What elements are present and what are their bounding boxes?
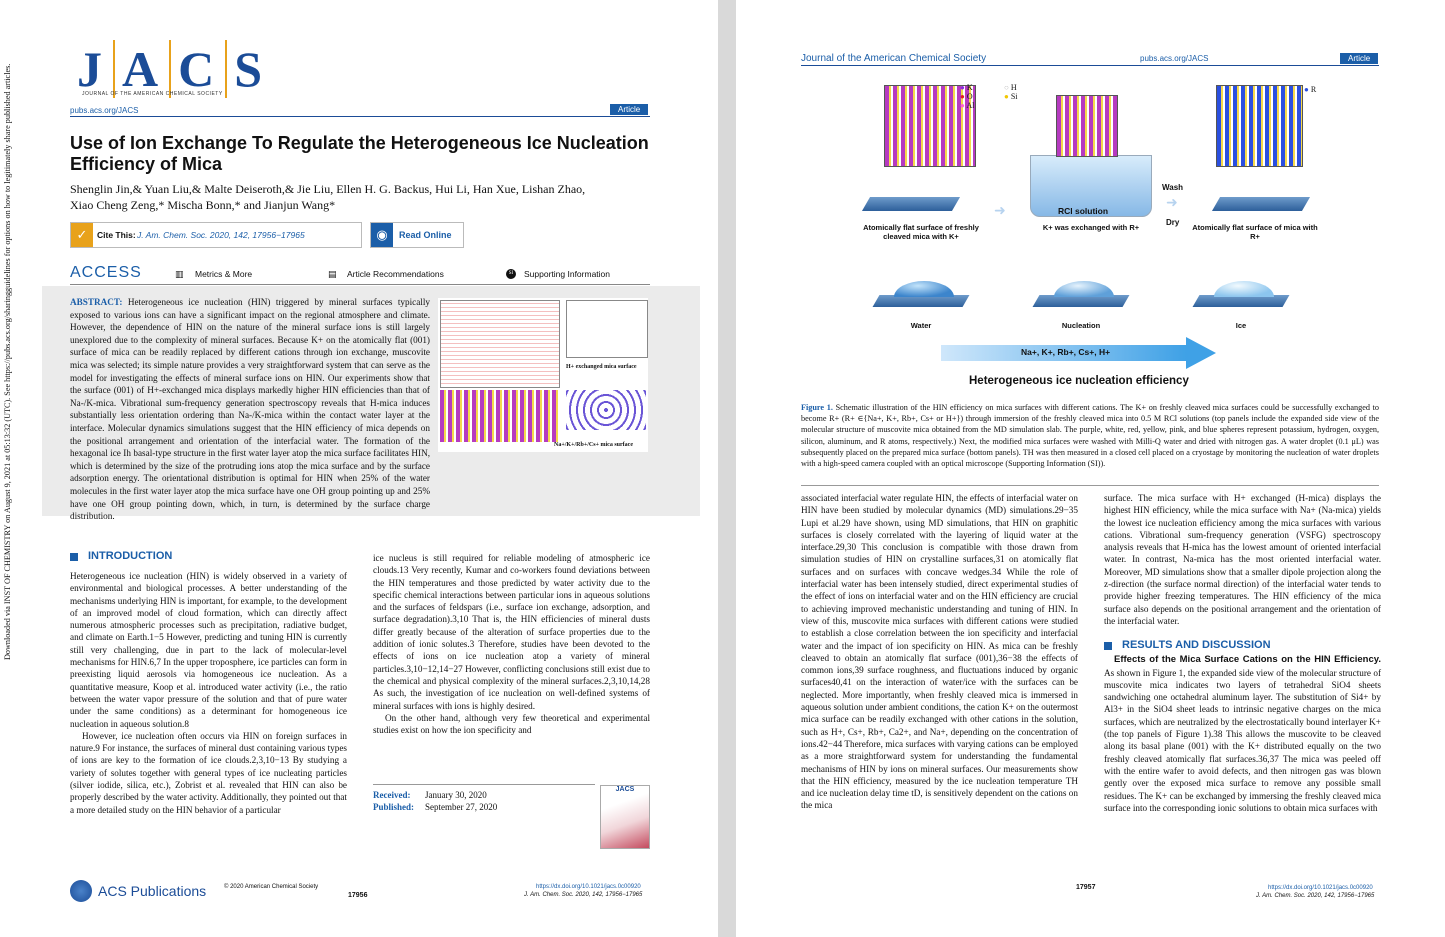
- toc-label-h: H+ exchanged mica surface: [566, 364, 637, 370]
- supporting-link[interactable]: Supporting Information: [524, 269, 610, 279]
- caption-step-3: Atomically flat surface of mica with R+: [1192, 223, 1318, 241]
- journal-url[interactable]: pubs.acs.org/JACS: [70, 106, 139, 115]
- article-badge-right: Article: [1340, 53, 1378, 64]
- journal-url-right[interactable]: pubs.acs.org/JACS: [1140, 54, 1209, 63]
- globe-icon: ◉: [371, 223, 393, 247]
- ice-structure-image: [566, 300, 648, 358]
- mica-slab-1: [862, 197, 960, 211]
- stage-nucleation: Nucleation: [1061, 321, 1101, 330]
- header-rule-right: [801, 65, 1379, 66]
- article-title: Use of Ion Exchange To Regulate the Heterogeneous Ice Nucleation Efficiency of Mica: [70, 133, 649, 174]
- received-row: [373, 790, 487, 800]
- water-structure-image: [440, 300, 560, 388]
- left-page: [0, 0, 718, 937]
- intro-para-1: Heterogeneous ice nucleation (HIN) is widely observed in a variety of environmental and biological processes. A better understanding of the mechanisms underlying HIN is important, for example, to the development of an improved model of cloud formation, which can directly affect numerous atmospheric processes such as precipitation, radiative budget, and climate on Earth.1−5 However, predicting and tuning HIN is currently still very challenging, due in part to the lack of molecular-level mechanisms for HIN.6,7 In the upper troposphere, ice particles can form in preexisting liquid aerosols via homogeneous ice nucleation. As a quantitative measure, Koop et al. introduced water activity (i.e., the ratio between the water vapor pressure of the solution and that of pure water under the same conditions) as a determinant for homogeneous ice nucleation in aqueous solution.8: [70, 571, 347, 729]
- read-online-button[interactable]: [370, 222, 464, 248]
- doi-link-left[interactable]: https://dx.doi.org/10.1021/jacs.0c00920: [536, 884, 641, 890]
- intro-para-2: However, ice nucleation often occurs via HIN on foreign surfaces in nature.9 For instance, the surfaces of mineral dust containing various types of ions are key to the formation of ice clouds.2,3,10−13 By studying a variety of solutes together with general types of ice nucleating particles (silver iodide, silica, etc.), Zobrist et al. revealed that HIN can also be properly described by the water activity. Additionally, they pointed out that a more detailed study on the HIN behavior of a particular: [70, 730, 347, 815]
- right-col2: [1104, 492, 1381, 814]
- copyright: © 2020 American Chemical Society: [224, 884, 319, 890]
- recommendations-icon: ▤: [328, 269, 337, 279]
- nucleation-droplet: [1054, 281, 1114, 297]
- caption-rule: [801, 485, 1379, 486]
- journal-cover-thumbnail[interactable]: [600, 785, 650, 849]
- received-label: Received:: [373, 790, 411, 800]
- section-bullet-icon: [70, 553, 78, 561]
- ice-droplet: [1214, 281, 1274, 297]
- read-online-label: Read Online: [399, 230, 452, 240]
- arrow-right-icon-1: ➜: [994, 204, 1006, 219]
- published-label: Published:: [373, 802, 415, 812]
- dates-rule: [373, 784, 595, 785]
- caption-step-1: Atomically flat surface of freshly cleaved mica with K+: [863, 223, 979, 241]
- received-date: January 30, 2020: [425, 790, 487, 800]
- acs-logo-icon: [70, 880, 92, 902]
- logo-subtitle: JOURNAL OF THE AMERICAN CHEMICAL SOCIETY: [82, 91, 223, 97]
- right-page: [736, 0, 1445, 937]
- figure-caption-label: Figure 1.: [801, 403, 833, 412]
- doi-link-right[interactable]: https://dx.doi.org/10.1021/jacs.0c00920: [1268, 885, 1373, 891]
- abstract-text: Heterogeneous ice nucleation (HIN) triggered by mineral surfaces typically exposed to various ions can have a significant impact on the regional atmosphere and climate. However, the dependence of HIN on the nature of the mineral surface ions is still largely unexplored due to the complexity of mineral surfaces. Because K+ on the atomically flat (001) surface of mica can be readily replaced by different cations through ion exchange, muscovite mica was selected; its simple nature provides a very straightforward system that can serve as the model for investigating the effects of mineral surface ions on HIN. Our experiments show that the surface (001) of H+-exchanged mica displays markedly higher HIN efficiencies than that of Na-/K-mica. Vibrational sum-frequency generation spectroscopy reveals that H-mica induces substantially less orientation ordering than Na-/K-mica within the contact water layer at the interface. Molecular dynamics simulations suggest that the HIN efficiency of mica depends on the positional arrangement and orientation of the interfacial water. The formation of the hexagonal ice Ih basal-type structure in the first water layer atop the mica surface facilitates HIN, which is determined by the size of the protruding ions atop the mica surface and by the surface adsorption energy. The orientational distribution is optimal for HIN when 25% of the water molecules in the first water layer atop the mica surface have one OH group pointing up and 25% have one OH group pointing down, which, in turn, is determined by the surface charge distribution.: [70, 297, 431, 522]
- mica-exchange-structure: [1056, 95, 1118, 157]
- article-badge: Article: [610, 104, 648, 115]
- cite-text[interactable]: J. Am. Chem. Soc. 2020, 142, 17956−17965: [137, 230, 305, 240]
- authors-line-1: Shenglin Jin,& Yuan Liu,& Malte Deiseroth,& Jie Liu, Ellen H. G. Backus, Hui Li, Han Xue, Lishan Zhao,: [70, 182, 586, 196]
- mica-slab-3: [1212, 197, 1310, 211]
- page-number-left: 17956: [348, 892, 368, 899]
- jacs-logo: J A C S: [70, 40, 273, 98]
- published-date: September 27, 2020: [425, 802, 498, 812]
- results-bullet-icon: [1104, 642, 1112, 650]
- stage-ice: Ice: [1235, 321, 1247, 330]
- header-rule: [70, 116, 650, 117]
- cover-title: JACS: [615, 786, 635, 793]
- figure-1: [846, 75, 1361, 395]
- cite-label: Cite This:: [97, 230, 136, 240]
- mica-r-structure: [1216, 85, 1303, 167]
- arrow-head-icon: [1186, 337, 1216, 369]
- results-heading: RESULTS AND DISCUSSION: [1122, 639, 1271, 652]
- intro-col2: [373, 552, 650, 736]
- acs-publications[interactable]: ACS Publications: [98, 883, 207, 899]
- intro-col1: [70, 570, 347, 816]
- hin-efficiency-label: Heterogeneous ice nucleation efficiency: [969, 375, 1189, 387]
- arrow-right-icon-2: ➜: [1166, 196, 1178, 211]
- atom-legend-r: ● R: [1304, 85, 1317, 94]
- recommendations-link[interactable]: Article Recommendations: [347, 269, 444, 279]
- atom-legend-1: ● K ● O ● Al: [960, 83, 975, 110]
- intro-para-3: ice nucleus is still required for reliable modeling of atmospheric ice clouds.13 Very recently, Kumar and co-workers found deviations between the HIN temperatures and those predicted by water activity due to the specific chemical interactions between particular ions in aqueous solutions and the surfaces of feldspars (i.e., surface ion exchange, adsorption, and surface degradation).3,10 That is, the HIN efficiencies of mineral dusts differ greatly because of the alteration of surface properties due to the addition of ionic solutes.3 Therefore, studies have been devoted to the effects of ions on ice nucleation atop a variety of mineral particles.3,10−12,14−27 However, conflicting conclusions still exist due to the chemical and physical complexity of the mineral surfaces.2,3,10,14,28 As such, the investigation of ice nucleation on well-defined systems of mineral surfaces with ions is highly desired.: [373, 553, 650, 711]
- doi-cite-right: J. Am. Chem. Soc. 2020, 142, 17956−17965: [1256, 893, 1375, 899]
- dry-label: Dry: [1166, 218, 1180, 227]
- figure-caption-text: Schematic illustration of the HIN efficiency on mica surfaces with different cations. The K+ on freshly cleaved mica surfaces could be successfully exchanged to become R+ (R+ ∈{Na+, K+, Rb+, Cs+ or H+}) through immersion of the freshly cleaved mica into 0.5 M RCl solutions (top panels include the expanded side view of the molecular structure of muscovite mica obtained from the MD simulation slab. The purple, white, red, yellow, pink, and blue spheres represent potassium, hydrogen, oxygen, silicon, aluminum, and R atoms, respectively.) Next, the modified mica surfaces were washed with Milli-Q water and dried with nitrogen gas. A water droplet (0.1 μL) was subsequently placed on the prepared mica surface (bottom panels). TH was then measured in a closed cell placed on a cryostage by monitoring the nucleation of water droplets with a high-speed camera coupled with an optical microscope (Supporting Information (SI)).: [801, 403, 1380, 469]
- check-icon: ✓: [71, 223, 93, 247]
- right-col2-para-2: As shown in Figure 1, the expanded side view of the molecular structure of muscovite mica indicates two layers of tetrahedral SiO4 sheets sandwiching one octahedral aluminum layer. The substitution of Si4+ by Al3+ in the SiO4 sheet leads to intrinsic negative charges on the mica surfaces, which are neutralized by the electrostatically bound interlayer K+ (the top panels of Figure 1).38 This allows the muscovite to be cleaved along its basal plane (001) with the K+ distributed equally on the two freshly cleaved atomically flat surfaces.36,37 The mica was peeled off with the entire wafer to avoid defects, and then nitrogen gas was blown gently over the exposed mica surface to remove any possible small residues. The K+ can be exchanged by immersing the freshly cleaved mica surface into the corresponding ionic solutions to obtain mica surfaces with: [1104, 667, 1381, 813]
- access-label: ACCESS: [70, 264, 142, 281]
- abstract: [70, 296, 430, 523]
- right-col1-text: associated interfacial water regulate HIN, the effects of interfacial water on HIN have been studied by molecular dynamics (MD) simulations.29−35 Lupi et al.29 have shown, using MD simulations, that HIN on graphitic surfaces is closely correlated with the layering of liquid water at the interface.29,30 This conclusion is compatible with those drawn from simulation studies of HIN on crystalline surfaces,31 on atomically flat surfaces and on surfaces with concave wedges.34 While the role of interfacial water has been intensely studied, direct experimental studies of the effect of ions on interfacial water and on the HIN efficiency are crucial to achieving improved mechanistic understanding and tuning of HIN. In view of this, muscovite mica surfaces with different cations were studied to establish a close correlation between the ion specificity and interfacial water and the impact of ion specificity on HIN. As mica can be freshly cleaved to obtain an atomically flat surface (001),36−38 the effects of common ions,39 surface roughness, and fluctuations induced by organic surfaces40,41 on the interaction of water/ice with the surfaces can be neglected. More importantly, when freshly cleaved mica is immersed in aqueous solution under ambient conditions, the cation K+ on the outermost mica surface can be readily exchanged with other cations in the solution, such as H+, Cs+, Rb+, Ca2+, and Na+, depending on the concentration of ions.42−44 Therefore, mica surfaces with varying cations can be employed as a more straightforward system for understanding the fundamental mechanisms of HIN by ions on mineral surfaces. Our measurements show that the HIN efficiency, measured by the ice nucleation temperature TH and ice nucleation delay time tD, is sensitively dependent on the cations on the mica: [801, 493, 1078, 811]
- right-col1: [801, 492, 1078, 812]
- water-droplet: [894, 281, 954, 297]
- intro-para-4: On the other hand, although very few theoretical and experimental studies exist on how the ion specificity and: [373, 712, 650, 736]
- published-row: [373, 802, 498, 812]
- results-subheading: Effects of the Mica Surface Cations on the HIN Efficiency.: [1114, 654, 1381, 666]
- toc-label-na: Na+/K+/Rb+/Cs+ mica surface: [554, 442, 634, 448]
- access-rule: [70, 284, 650, 285]
- doi-cite-left: J. Am. Chem. Soc. 2020, 142, 17956−17965: [524, 892, 643, 898]
- rcl-solution-label: RCl solution: [1058, 206, 1109, 216]
- stage-water: Water: [910, 321, 932, 330]
- page-number-right: 17957: [1076, 884, 1096, 891]
- figure-caption: [801, 402, 1379, 469]
- wash-label: Wash: [1162, 183, 1184, 192]
- right-col2-para-1: surface. The mica surface with H+ exchanged (H-mica) displays the highest HIN efficiency, while the mica surface with Na+ (Na-mica) yields the lowest ice nucleation efficiency among the mica surfaces with various cations. Vibrational sum-frequency generation (VSFG) spectroscopy analysis reveals that H-mica has the lowest amount of oriented interfacial water. In contrast, Na-mica has the most oriented interfacial water. Moreover, MD simulations show that a smaller dipole projection along the z-direction (the surface normal direction) of the interfacial water tends to provide higher freezing temperatures. The HIN efficiency of the mica surface also depends on the positional arrangement and the orientation of the interfacial water.: [1104, 493, 1381, 626]
- mica-structure-image: [440, 390, 558, 442]
- toc-graphic: [438, 298, 648, 452]
- download-notice: Downloaded via INST OF CHEMISTRY on August 9, 2021 at 05:13:32 (UTC). See https://pubs.acs.org/sharingguidelines for options on how to legitimately share published articles.: [3, 63, 12, 660]
- intro-heading: INTRODUCTION: [88, 550, 173, 562]
- metrics-link[interactable]: Metrics & More: [195, 269, 253, 279]
- cite-box[interactable]: [70, 222, 362, 248]
- authors-line-2: Xiao Cheng Zeng,* Mischa Bonn,* and Jianjun Wang*: [70, 198, 336, 212]
- si-icon: SI: [506, 269, 516, 279]
- arrow-ions-label: Na+, K+, Rb+, Cs+, H+: [1021, 347, 1111, 357]
- journal-name: Journal of the American Chemical Society: [801, 53, 987, 64]
- atom-legend-2: ○ H ● Si: [1004, 83, 1018, 101]
- abstract-label: ABSTRACT:: [70, 297, 123, 307]
- cation-lattice-image: [566, 390, 646, 430]
- results-heading-row: [1104, 639, 1381, 653]
- metrics-icon: ▥: [175, 269, 184, 279]
- caption-step-2: K+ was exchanged with R+: [1042, 223, 1140, 232]
